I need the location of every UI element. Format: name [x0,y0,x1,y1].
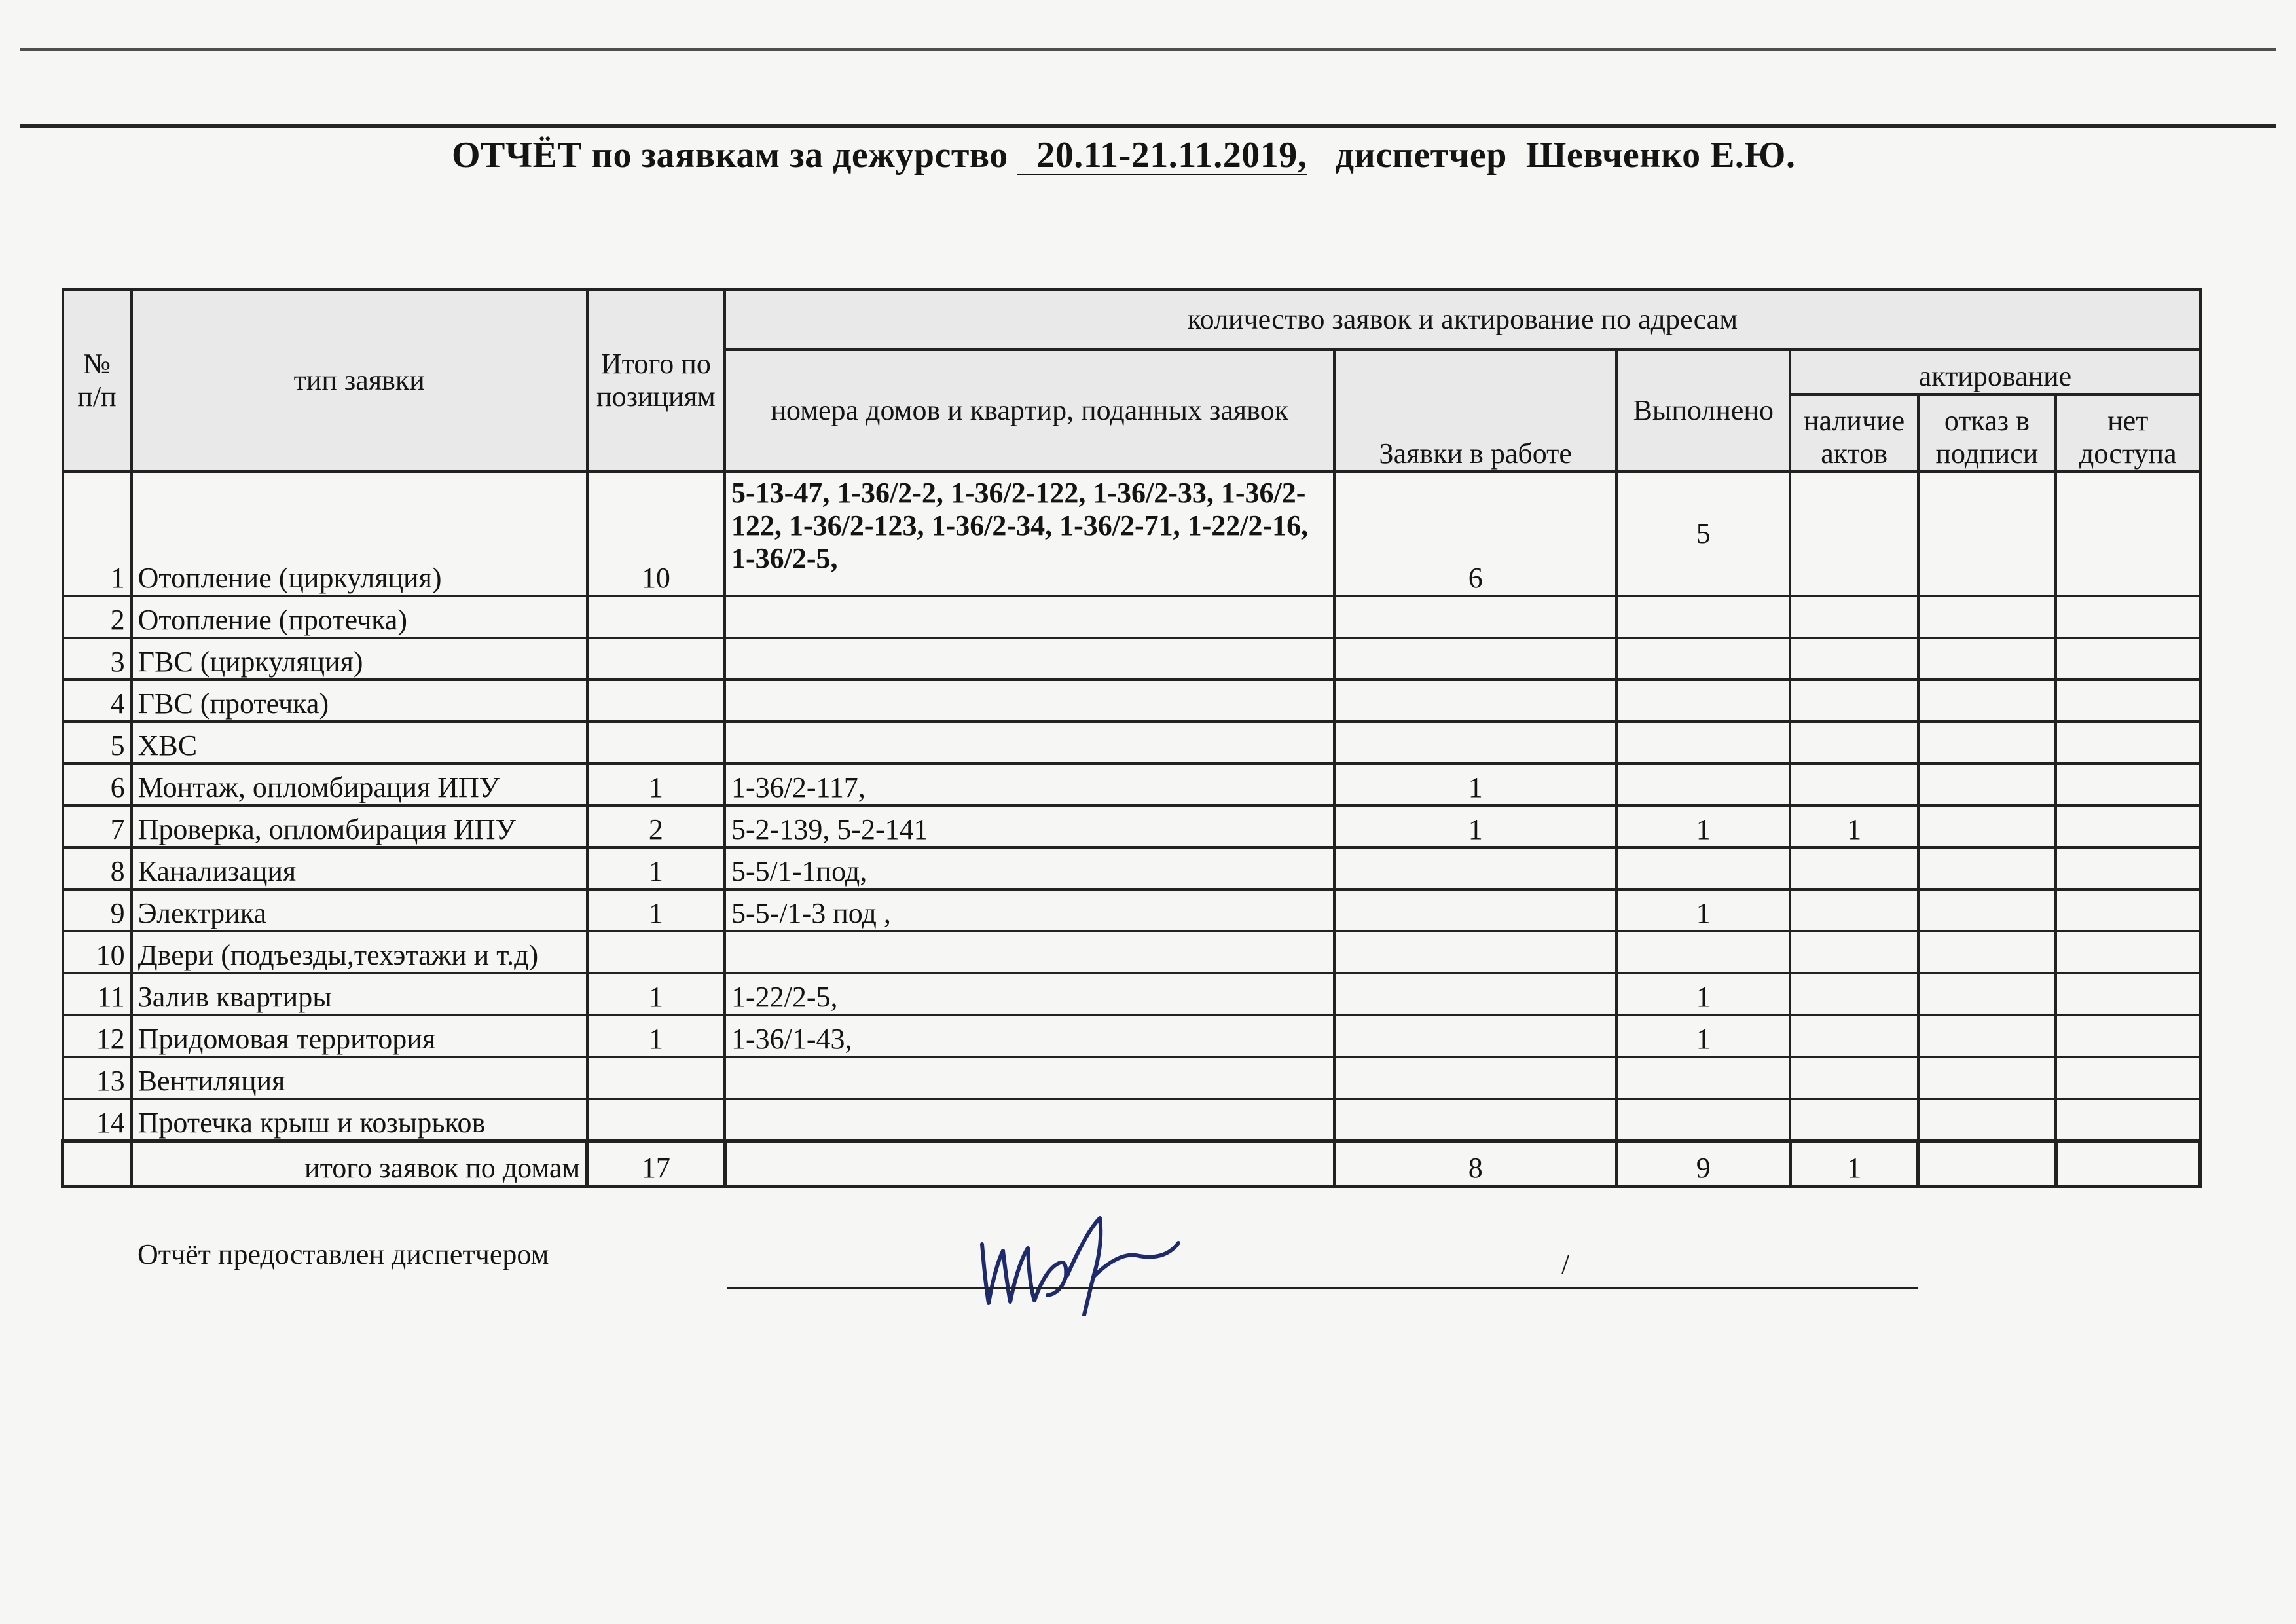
row-num: 5 [63,722,132,764]
scan-border-line [20,124,2276,128]
row-refusal [1918,973,2056,1015]
title-dispatcher-name: Шевченко Е.Ю. [1525,135,1796,175]
row-num: 7 [63,805,132,847]
row-total: 1 [587,847,725,889]
row-acts [1790,722,1918,764]
table-row [63,596,2200,638]
totals-label: итого заявок по домам [132,1141,587,1186]
row-done [1616,764,1790,805]
row-no-access [2056,1015,2200,1057]
table-row [63,680,2200,722]
totals-in-work: 8 [1334,1141,1616,1186]
row-type: Отопление (протечка) [132,596,587,638]
footer-label: Отчёт предоставлен диспетчером [137,1238,549,1270]
row-done: 1 [1616,805,1790,847]
row-total [587,638,725,680]
row-total [587,931,725,973]
row-num: 13 [63,1057,132,1099]
row-refusal [1918,889,2056,931]
row-type: Проверка, опломбирация ИПУ [132,805,587,847]
row-done [1616,847,1790,889]
row-in-work: 6 [1334,471,1616,596]
row-addresses: 5-13-47, 1-36/2-2, 1-36/2-122, 1-36/2-33, 1-36/2-122, 1-36/2-123, 1-36/2-34, 1-36/2-71, 1-22/2-16, 1-36/2-5, [725,471,1334,596]
row-total: 10 [587,471,725,596]
row-acts [1790,764,1918,805]
row-num: 3 [63,638,132,680]
row-no-access [2056,931,2200,973]
title-main: ОТЧЁТ [452,135,583,175]
row-no-access [2056,847,2200,889]
totals-empty-no-access [2056,1141,2200,1186]
row-refusal [1918,638,2056,680]
row-done [1616,931,1790,973]
row-type: ГВС (циркуляция) [132,638,587,680]
totals-done: 9 [1616,1141,1790,1186]
row-acts [1790,1015,1918,1057]
row-acts [1790,931,1918,973]
row-no-access [2056,1099,2200,1141]
row-done: 1 [1616,1015,1790,1057]
header-num: № п/п [63,289,132,471]
row-done [1616,680,1790,722]
row-addresses: 1-22/2-5, [725,973,1334,1015]
row-total: 2 [587,805,725,847]
table-row [63,889,2200,931]
row-no-access [2056,722,2200,764]
row-num: 2 [63,596,132,638]
table-row [63,973,2200,1015]
row-type: Электрика [132,889,587,931]
table-row [63,1099,2200,1141]
table-row [63,1015,2200,1057]
row-addresses [725,1099,1334,1141]
signature-line [727,1287,1918,1289]
row-addresses: 5-5/1-1под, [725,847,1334,889]
row-addresses: 5-5-/1-3 под , [725,889,1334,931]
header-refusal: отказ в подписи [1918,394,2056,471]
header-group: количество заявок и актирование по адресам [725,289,2200,350]
totals-acts: 1 [1790,1141,1918,1186]
table-row [63,471,2200,596]
row-no-access [2056,638,2200,680]
table-row [63,1057,2200,1099]
table-row [63,638,2200,680]
row-addresses: 1-36/2-117, [725,764,1334,805]
row-acts [1790,596,1918,638]
row-no-access [2056,471,2200,596]
row-type: Отопление (циркуляция) [132,471,587,596]
row-no-access [2056,889,2200,931]
row-type: Канализация [132,847,587,889]
row-done [1616,1057,1790,1099]
row-type: Двери (подъезды,техэтажи и т.д) [132,931,587,973]
row-acts [1790,638,1918,680]
row-refusal [1918,471,2056,596]
header-no-access: нет доступа [2056,394,2200,471]
totals-total: 17 [587,1141,725,1186]
row-acts [1790,889,1918,931]
row-in-work [1334,680,1616,722]
handwritten-signature [969,1205,1185,1316]
table-row [63,931,2200,973]
row-total [587,1099,725,1141]
row-num: 8 [63,847,132,889]
row-type: Придомовая территория [132,1015,587,1057]
report-table [61,288,2202,1188]
row-type: Монтаж, опломбирация ИПУ [132,764,587,805]
table-row [63,805,2200,847]
row-acts [1790,1099,1918,1141]
row-refusal [1918,596,2056,638]
row-addresses [725,931,1334,973]
row-refusal [1918,1015,2056,1057]
row-type: Протечка крыш и козырьков [132,1099,587,1141]
report-title [452,134,1892,176]
row-in-work [1334,931,1616,973]
row-done: 1 [1616,973,1790,1015]
title-period: 20.11-21.11.2019, [1017,137,1307,175]
row-addresses [725,638,1334,680]
header-acting: актирование [1790,350,2200,394]
header-done: Выполнено [1616,350,1790,471]
row-acts [1790,847,1918,889]
row-in-work [1334,973,1616,1015]
row-type: ГВС (протечка) [132,680,587,722]
row-total [587,1057,725,1099]
row-total: 1 [587,764,725,805]
row-no-access [2056,1057,2200,1099]
row-in-work: 1 [1334,764,1616,805]
totals-empty-num [63,1141,132,1186]
table-row [63,722,2200,764]
header-in-work: Заявки в работе [1334,350,1616,471]
row-addresses [725,722,1334,764]
totals-empty-refusal [1918,1141,2056,1186]
row-type: Вентиляция [132,1057,587,1099]
row-addresses [725,1057,1334,1099]
row-in-work [1334,847,1616,889]
title-text: по заявкам за дежурство [591,135,1008,175]
row-addresses: 1-36/1-43, [725,1015,1334,1057]
row-in-work [1334,1057,1616,1099]
row-refusal [1918,805,2056,847]
row-no-access [2056,805,2200,847]
row-in-work: 1 [1334,805,1616,847]
header-addresses: номера домов и квартир, поданных заявок [725,350,1334,471]
row-refusal [1918,680,2056,722]
row-acts [1790,1057,1918,1099]
signature-slash: / [1561,1248,1570,1280]
row-in-work [1334,1099,1616,1141]
row-total [587,596,725,638]
row-acts [1790,973,1918,1015]
row-num: 10 [63,931,132,973]
row-total: 1 [587,973,725,1015]
row-addresses: 5-2-139, 5-2-141 [725,805,1334,847]
header-acts: наличие актов [1790,394,1918,471]
row-no-access [2056,764,2200,805]
scan-border-line-top [20,48,2276,51]
row-no-access [2056,973,2200,1015]
row-total [587,722,725,764]
totals-row [63,1141,2200,1186]
row-in-work [1334,1015,1616,1057]
header-type: тип заявки [132,289,587,471]
row-done [1616,722,1790,764]
row-refusal [1918,1099,2056,1141]
row-total [587,680,725,722]
row-addresses [725,680,1334,722]
row-done [1616,596,1790,638]
row-refusal [1918,764,2056,805]
row-refusal [1918,847,2056,889]
row-refusal [1918,1057,2056,1099]
row-in-work [1334,722,1616,764]
row-num: 11 [63,973,132,1015]
row-total: 1 [587,889,725,931]
row-done: 5 [1616,471,1790,596]
row-no-access [2056,596,2200,638]
table-row [63,764,2200,805]
row-no-access [2056,680,2200,722]
row-num: 14 [63,1099,132,1141]
title-dispatcher-label: диспетчер [1335,135,1507,175]
row-refusal [1918,931,2056,973]
row-done [1616,1099,1790,1141]
row-num: 6 [63,764,132,805]
row-done [1616,638,1790,680]
row-type: Залив квартиры [132,973,587,1015]
row-acts [1790,680,1918,722]
row-in-work [1334,596,1616,638]
row-acts [1790,471,1918,596]
totals-empty-addresses [725,1141,1334,1186]
row-done: 1 [1616,889,1790,931]
row-in-work [1334,638,1616,680]
row-num: 9 [63,889,132,931]
row-addresses [725,596,1334,638]
row-num: 1 [63,471,132,596]
row-total: 1 [587,1015,725,1057]
row-type: ХВС [132,722,587,764]
row-in-work [1334,889,1616,931]
row-num: 12 [63,1015,132,1057]
header-total: Итого по позициям [587,289,725,471]
row-num: 4 [63,680,132,722]
row-refusal [1918,722,2056,764]
table-row [63,847,2200,889]
row-acts: 1 [1790,805,1918,847]
